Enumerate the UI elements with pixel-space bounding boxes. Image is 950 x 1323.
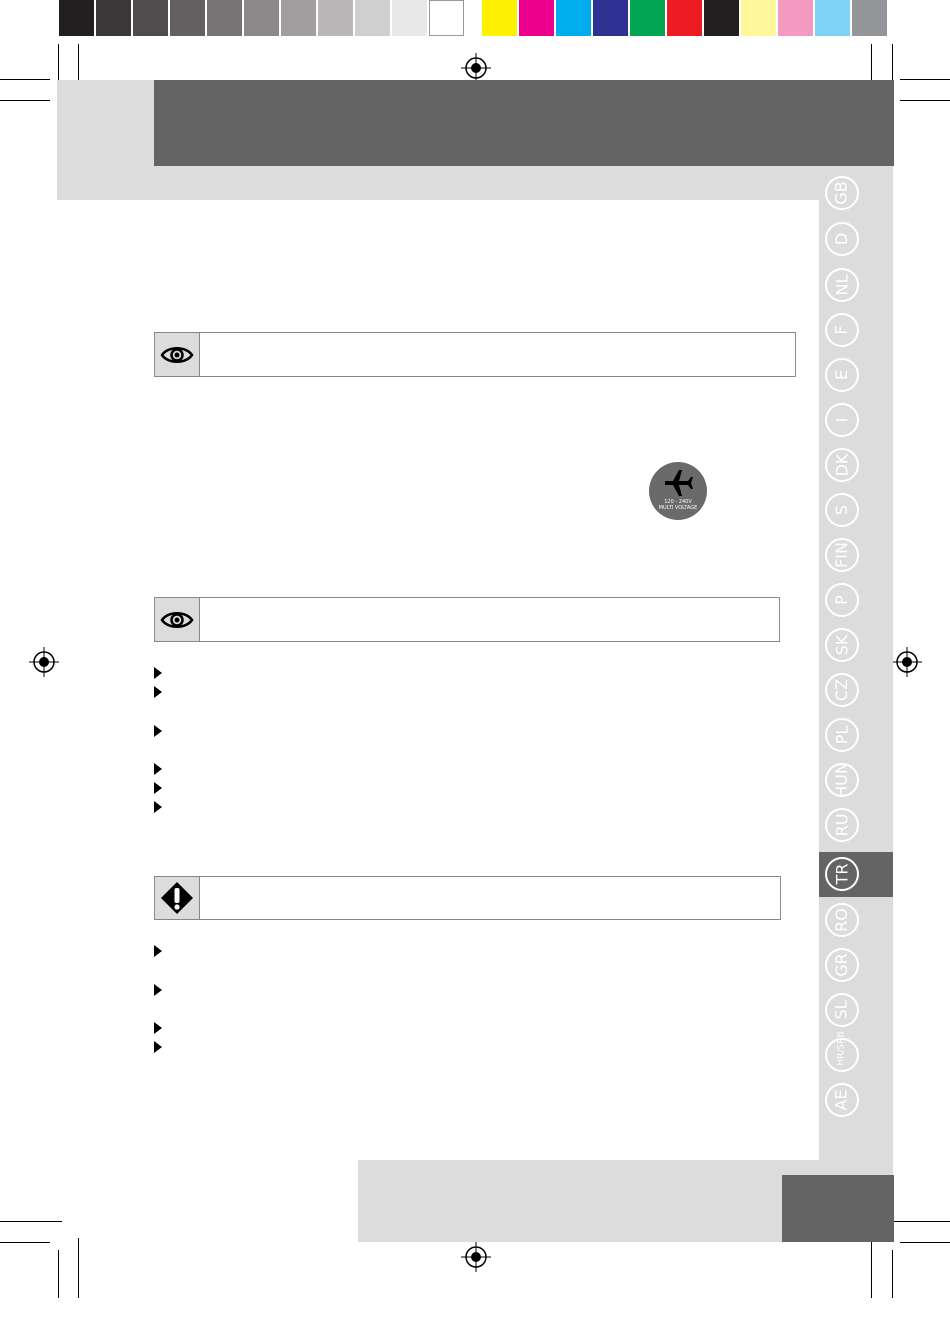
language-tab-label: HR/SRB	[836, 1030, 847, 1065]
multi-voltage-text: MULTI VOLTAGE	[658, 505, 698, 511]
header-band	[154, 80, 894, 166]
color-swatch	[355, 0, 390, 36]
color-swatch	[59, 0, 94, 36]
color-swatch	[96, 0, 131, 36]
bullet-marker	[154, 984, 162, 996]
eye-icon	[160, 344, 194, 366]
language-tab-ro[interactable]	[825, 903, 859, 937]
bullet-marker	[154, 686, 162, 698]
eye-icon	[160, 609, 194, 631]
color-swatch	[667, 0, 702, 36]
crop-mark	[0, 1242, 50, 1243]
language-tab-fin[interactable]	[825, 538, 859, 572]
crop-mark	[887, 1221, 950, 1222]
color-swatch	[318, 0, 353, 36]
color-swatch	[704, 0, 739, 36]
color-swatch	[815, 0, 850, 36]
language-tab-label: F	[831, 325, 851, 335]
color-swatch	[519, 0, 554, 36]
warning-icon	[159, 880, 195, 916]
language-tab-cz[interactable]	[825, 673, 859, 707]
language-tab-pl[interactable]	[825, 718, 859, 752]
language-tab-label: I	[832, 417, 851, 423]
registration-mark-icon	[461, 53, 491, 83]
crop-mark	[900, 100, 950, 101]
bullet-marker	[154, 1022, 162, 1034]
language-tab-label: TR	[831, 863, 851, 885]
registration-mark-icon	[29, 647, 59, 677]
bullet-marker	[154, 1041, 162, 1053]
grayscale-swatch-bar	[59, 0, 466, 40]
language-tab-label: S	[832, 504, 851, 516]
registration-mark-icon	[461, 1242, 491, 1272]
registration-mark-icon	[892, 647, 922, 677]
bullet-marker	[154, 801, 162, 813]
language-tab-ae[interactable]	[825, 1083, 859, 1117]
language-tab-e[interactable]	[825, 358, 859, 392]
color-swatch	[556, 0, 591, 36]
language-tab-label: GB	[832, 181, 851, 205]
language-tab-label: AE	[832, 1089, 851, 1111]
process-color-swatch-bar	[482, 0, 889, 40]
color-swatch	[593, 0, 628, 36]
language-tab-label: CZ	[831, 678, 851, 702]
language-tab-label: NL	[831, 274, 851, 296]
warning-icon-cell	[155, 877, 200, 919]
crop-mark	[0, 100, 50, 101]
notice-icon-cell	[155, 598, 200, 641]
language-tab-p[interactable]	[825, 583, 859, 617]
notice-box	[154, 332, 796, 377]
crop-mark	[892, 1250, 893, 1298]
page-number-box	[782, 1175, 894, 1242]
language-tab-label: RO	[832, 908, 851, 932]
crop-mark	[78, 1238, 79, 1298]
bullet-marker	[154, 945, 162, 957]
color-swatch	[741, 0, 776, 36]
bullet-marker	[154, 725, 162, 737]
language-tab-label: HUN	[832, 762, 851, 798]
language-tab-label: RU	[831, 813, 851, 837]
language-tab-d[interactable]	[825, 222, 859, 256]
color-swatch	[429, 0, 464, 36]
language-tab-label: D	[831, 232, 851, 246]
language-tab-label: GR	[831, 953, 851, 977]
notice-box	[154, 597, 780, 642]
bullet-marker	[154, 763, 162, 775]
color-swatch	[133, 0, 168, 36]
voltage-range-text: 120 - 240V	[664, 499, 692, 505]
color-swatch	[207, 0, 242, 36]
language-tab-s[interactable]	[825, 493, 859, 527]
color-swatch	[244, 0, 279, 36]
color-swatch	[281, 0, 316, 36]
crop-mark	[0, 1221, 62, 1222]
crop-mark	[0, 79, 50, 80]
language-tab-f[interactable]	[825, 313, 859, 347]
language-tab-tr[interactable]	[825, 857, 859, 891]
color-swatch	[482, 0, 517, 36]
language-tab-sl[interactable]	[825, 993, 859, 1027]
warning-box	[154, 876, 781, 920]
notice-icon-cell	[155, 333, 200, 376]
crop-mark	[58, 44, 59, 80]
language-tab-ru[interactable]	[825, 808, 859, 842]
language-tab-gr[interactable]	[825, 948, 859, 982]
language-tab-hun[interactable]	[825, 763, 859, 797]
crop-mark	[900, 1242, 950, 1243]
color-swatch	[170, 0, 205, 36]
color-swatch	[852, 0, 887, 36]
language-tab-i[interactable]	[825, 403, 859, 437]
language-tab-hr-srb[interactable]	[825, 1030, 859, 1072]
language-tab-label: P	[832, 595, 851, 605]
language-tab-sk[interactable]	[825, 628, 859, 662]
crop-mark	[900, 79, 950, 80]
color-swatch	[778, 0, 813, 36]
bullet-marker	[154, 782, 162, 794]
color-swatch	[630, 0, 665, 36]
multi-voltage-badge	[649, 462, 707, 520]
language-tab-nl[interactable]	[825, 268, 859, 302]
color-swatch	[392, 0, 427, 36]
language-tab-label: FIN	[831, 542, 851, 568]
crop-mark	[892, 44, 893, 80]
bullet-marker	[154, 667, 162, 679]
language-tab-label: DK	[832, 453, 851, 477]
language-tab-label: PL	[832, 725, 851, 745]
crop-mark	[871, 1238, 872, 1298]
language-tab-dk[interactable]	[825, 448, 859, 482]
language-tab-gb[interactable]	[825, 176, 859, 210]
language-tab-label: E	[831, 369, 851, 381]
crop-mark	[58, 1250, 59, 1298]
language-tab-label: SL	[831, 1000, 851, 1020]
airplane-icon	[662, 468, 694, 498]
language-tab-label: SK	[832, 634, 851, 656]
